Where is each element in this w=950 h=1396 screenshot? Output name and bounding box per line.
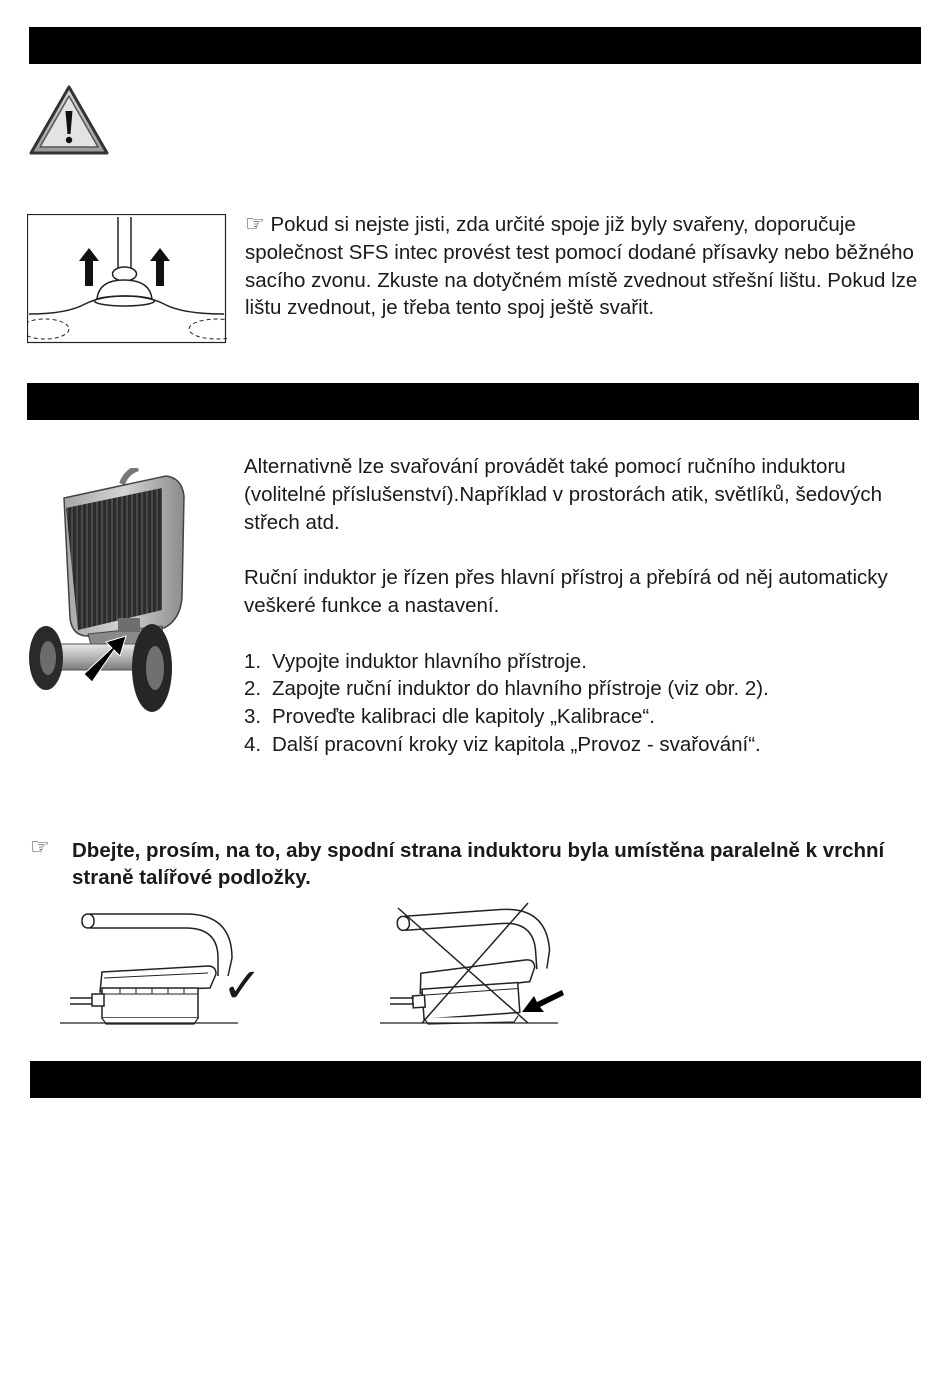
steps-list (244, 648, 904, 759)
pointing-hand-icon: ☞ (245, 212, 265, 237)
list-item: 3. Proveďte kalibraci dle kapitoly „Kalibrace“. (244, 705, 655, 729)
correct-placement-illustration (58, 902, 248, 1032)
suction-test-note (245, 211, 930, 322)
warning-icon (28, 84, 110, 156)
check-icon: ✓ (222, 958, 263, 1014)
hand-inductor-photo (26, 468, 186, 718)
intro-paragraph: Alternativně lze svařování provádět také pomocí ručního induktoru (volitelné příslušenství).Například v prostorách atik, světlíků, šedových střech atd. (244, 455, 883, 534)
hand-inductor-text (244, 453, 904, 759)
parallel-note (30, 837, 930, 891)
section-header-bar-1 (29, 27, 921, 64)
suction-cup-illustration (27, 214, 227, 344)
parallel-note-text: Dbejte, prosím, na to, aby spodní strana induktoru byla umístěna paralelně k vrchní straně talířové podložky. (72, 839, 885, 889)
control-paragraph: Ruční induktor je řízen přes hlavní přístroj a přebírá od něj automaticky veškeré funkce a nastavení. (244, 566, 888, 617)
arrow-icon (520, 986, 566, 1016)
list-item: 2. Zapojte ruční induktor do hlavního přístroje (viz obr. 2). (244, 677, 769, 701)
section-header-bar-2 (27, 383, 919, 420)
suction-test-text: Pokud si nejste jisti, zda určité spoje již byly svařeny, doporučuje společnost SFS intec provést test pomocí dodané přísavky nebo běžného sacího zvonu. Zkuste na dotyčném místě zvednout střešní lištu. Pokud lze lištu zvednout, je třeba tento spoj ještě svařit. (245, 213, 918, 320)
section-header-bar-3 (30, 1061, 921, 1098)
list-item: 1. Vypojte induktor hlavního přístroje. (244, 649, 587, 673)
list-item: 4. Další pracovní kroky viz kapitola „Provoz - svařování“. (244, 732, 761, 756)
pointing-hand-icon: ☞ (30, 835, 50, 860)
